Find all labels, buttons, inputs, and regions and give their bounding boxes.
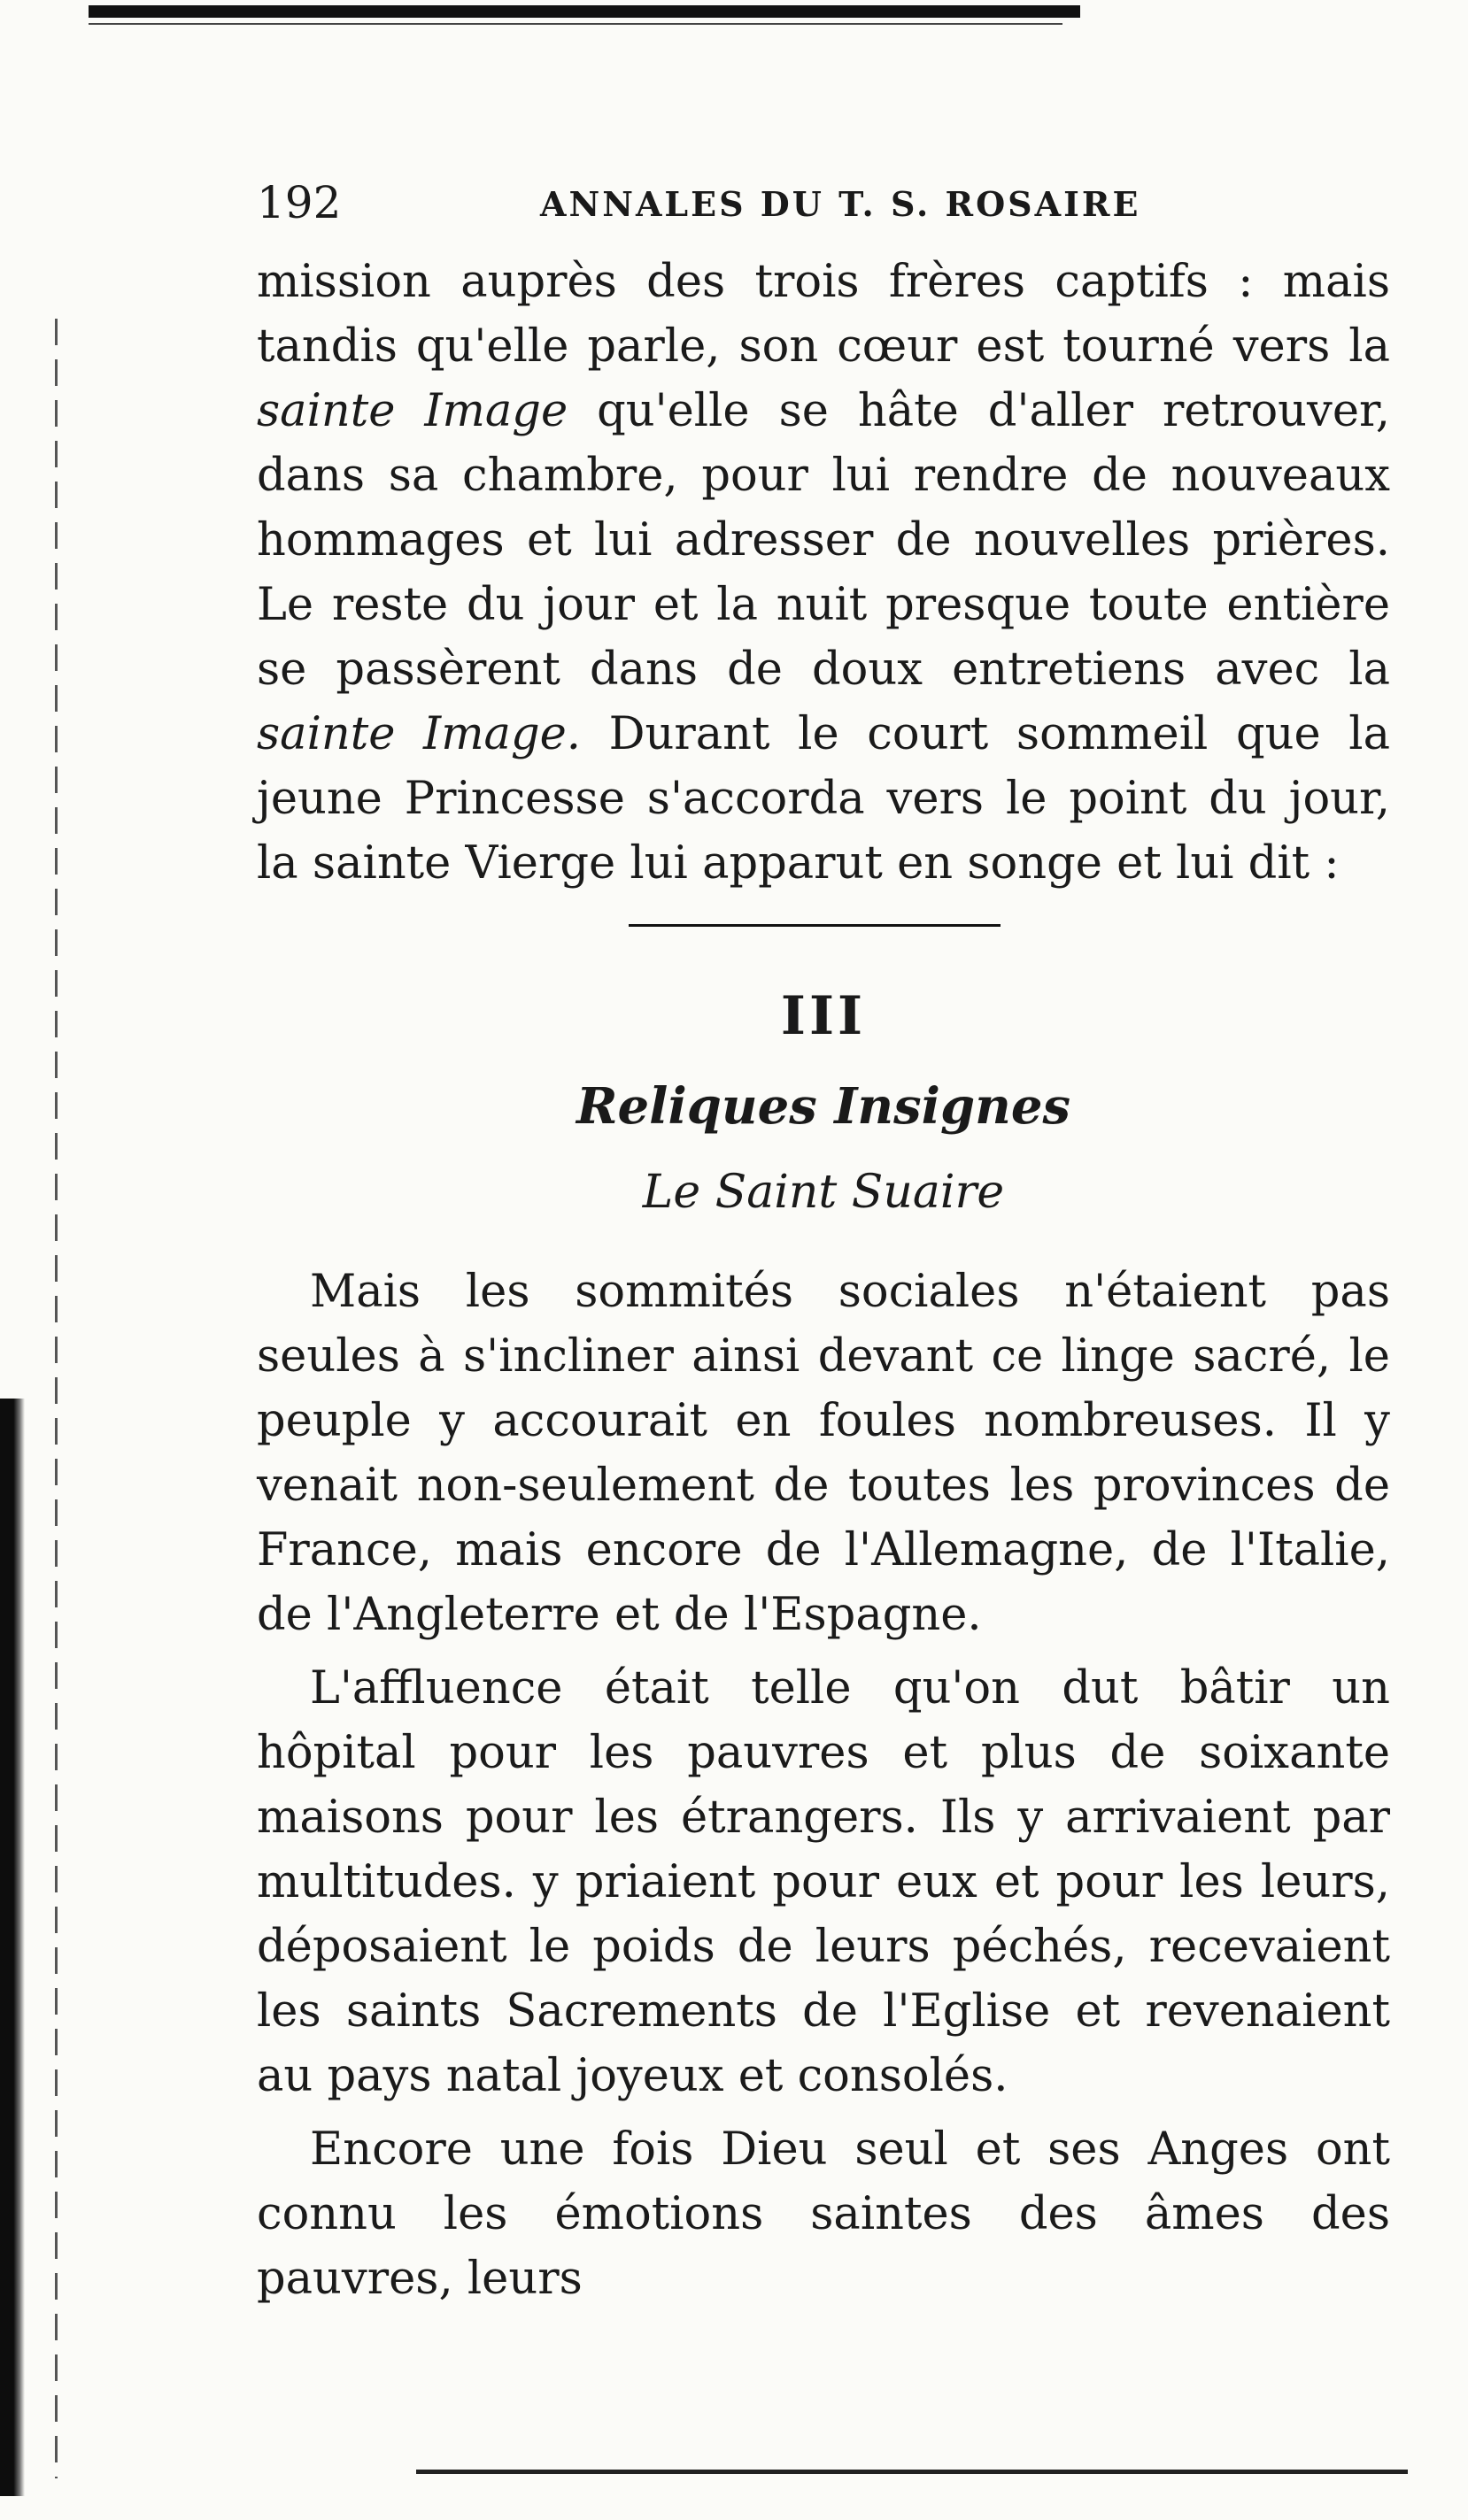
bottom-edge-rule <box>416 2470 1408 2474</box>
opening-italic-1: sainte Image <box>257 385 568 437</box>
opening-paragraph <box>257 250 1390 896</box>
paragraph-1: Mais les sommités sociales n'étaient pas seules à s'incliner ainsi devant ce linge sacré, le peuple y accourait en foules nombreuses. Il y venait non-seulement de toutes les provinces de France, mais encore de l'Allemagne, de l'Italie, de l'Angleterre et de l'Espagne. <box>257 1266 1390 1641</box>
running-title: ANNALES DU T. S. ROSAIRE <box>540 184 1141 224</box>
left-margin-marks <box>55 319 58 2478</box>
section-title: Reliques Insignes <box>576 1077 1070 1136</box>
opening-text-2: qu'elle se hâte d'aller retrouver, dans sa chambre, pour lui rendre de nouveaux hommages et lui adresser de nouvelles prières. Le reste du jour et la nuit presque toute entière se passèrent dans de doux entretiens avec la <box>257 385 1390 696</box>
top-edge-thin-rule <box>89 23 1062 25</box>
top-edge-rule <box>89 5 1080 18</box>
page-header <box>257 177 1390 239</box>
section-number: III <box>780 985 867 1047</box>
opening-text-3: Durant le court sommeil que la jeune Princesse s'accorda vers le point du jour, la sainte Vierge lui apparut en songe et lui dit : <box>257 708 1391 890</box>
opening-text-1: mission auprès des trois frères captifs : mais tandis qu'elle parle, son cœur est tourné vers la <box>257 256 1390 373</box>
paragraph-3: Encore une fois Dieu seul et ses Anges ont connu les émotions saintes des âmes des pauvres, leurs <box>257 2123 1390 2305</box>
book-page <box>257 177 1390 2311</box>
left-binding-shadow <box>0 1399 25 2496</box>
section-subtitle: Le Saint Suaire <box>642 1166 1005 1219</box>
page-number: 192 <box>257 177 342 228</box>
section-divider <box>629 924 1001 927</box>
opening-italic-2: sainte Image. <box>257 708 582 760</box>
paragraph-2: L'affluence était telle qu'on dut bâtir un hôpital pour les pauvres et plus de soixante maisons pour les étrangers. Ils y arrivaient par multitudes. y priaient pour eux et pour les leurs, déposaient le poids de leurs péchés, recevaient les saints Sacrements de l'Eglise et revenaient au pays natal joyeux et consolés. <box>257 1662 1390 2102</box>
